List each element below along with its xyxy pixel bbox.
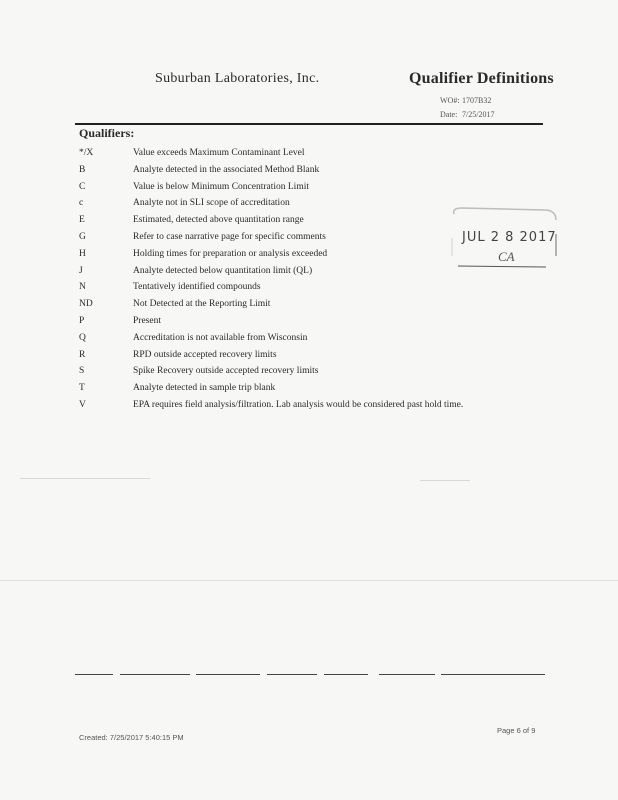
work-order-label: WO#: bbox=[440, 96, 460, 105]
qualifier-list bbox=[79, 145, 539, 414]
lab-name: Suburban Laboratories, Inc. bbox=[155, 71, 320, 86]
qualifier-description: Analyte not in SLI scope of accreditation bbox=[133, 198, 290, 209]
qualifier-code: E bbox=[79, 215, 85, 226]
signature-line bbox=[120, 674, 190, 675]
created-timestamp: Created: 7/25/2017 5:40:15 PM bbox=[79, 733, 184, 742]
qualifier-row bbox=[79, 179, 539, 196]
qualifier-description: Not Detected at the Reporting Limit bbox=[133, 299, 271, 310]
qualifier-code: S bbox=[79, 366, 85, 377]
qualifier-description: Refer to case narrative page for specific comments bbox=[133, 231, 326, 242]
qualifier-description: Analyte detected in the associated Method Blank bbox=[133, 164, 320, 175]
qualifier-description: Analyte detected below quantitation limit (QL) bbox=[133, 265, 313, 276]
qualifier-description: Value exceeds Maximum Contaminant Level bbox=[133, 148, 305, 158]
qualifier-code: C bbox=[79, 181, 86, 192]
qualifier-code: Q bbox=[79, 332, 86, 343]
signature-line bbox=[267, 674, 317, 675]
qualifier-code: H bbox=[79, 248, 86, 259]
signature-line bbox=[75, 674, 113, 675]
qualifier-row bbox=[79, 330, 539, 347]
qualifier-description: Holding times for preparation or analysis exceeded bbox=[133, 248, 328, 259]
qualifier-description: Estimated, detected above quantitation range bbox=[133, 215, 304, 226]
stamp-date: JUL 2 8 2017 bbox=[462, 230, 557, 245]
qualifier-description: Value is below Minimum Concentration Limit bbox=[133, 181, 309, 192]
qualifier-row bbox=[79, 397, 539, 414]
qualifiers-heading: Qualifiers: bbox=[79, 126, 135, 140]
qualifier-code: G bbox=[79, 231, 86, 242]
qualifier-code: N bbox=[79, 282, 86, 293]
qualifier-code: ND bbox=[79, 299, 93, 310]
page-number: Page 6 of 9 bbox=[497, 726, 536, 735]
signature-line bbox=[441, 674, 545, 675]
qualifier-code: R bbox=[79, 349, 86, 360]
qualifier-row bbox=[79, 313, 539, 330]
faint-artifact-line bbox=[0, 580, 618, 581]
qualifier-description: RPD outside accepted recovery limits bbox=[133, 349, 277, 360]
qualifier-code: J bbox=[79, 265, 83, 276]
document-title: Qualifier Definitions bbox=[409, 70, 554, 87]
qualifier-description: Spike Recovery outside accepted recovery limits bbox=[133, 366, 319, 377]
qualifier-row bbox=[79, 347, 539, 364]
qualifier-row bbox=[79, 145, 539, 162]
qualifier-code: P bbox=[79, 315, 85, 326]
qualifier-description: Present bbox=[133, 315, 161, 326]
qualifier-row bbox=[79, 279, 539, 296]
qualifier-description: Analyte detected in sample trip blank bbox=[133, 383, 276, 394]
qualifier-code: */X bbox=[79, 148, 94, 158]
header-divider bbox=[75, 123, 543, 125]
faint-artifact-line bbox=[20, 478, 150, 479]
qualifier-code: V bbox=[79, 399, 86, 410]
qualifier-code: B bbox=[79, 164, 86, 175]
qualifier-row bbox=[79, 380, 539, 397]
qualifier-row bbox=[79, 296, 539, 313]
qualifier-code: T bbox=[79, 383, 85, 394]
signature-lines bbox=[75, 674, 545, 678]
signature-line bbox=[196, 674, 260, 675]
signature-line bbox=[324, 674, 368, 675]
qualifier-row bbox=[79, 363, 539, 380]
qualifier-row bbox=[79, 162, 539, 179]
date-label: Date: bbox=[440, 110, 458, 119]
faint-artifact-line bbox=[420, 480, 470, 481]
qualifier-code: c bbox=[79, 198, 84, 209]
qualifier-description: Tentatively identified compounds bbox=[133, 282, 261, 293]
qualifier-description: EPA requires field analysis/filtration. Lab analysis would be considered past hold time. bbox=[133, 399, 464, 410]
date-value: 7/25/2017 bbox=[462, 110, 495, 119]
work-order-value: 1707B32 bbox=[462, 96, 492, 105]
stamp-initials: CA bbox=[498, 249, 515, 264]
qualifier-description: Accreditation is not available from Wisconsin bbox=[133, 332, 308, 343]
signature-line bbox=[379, 674, 435, 675]
